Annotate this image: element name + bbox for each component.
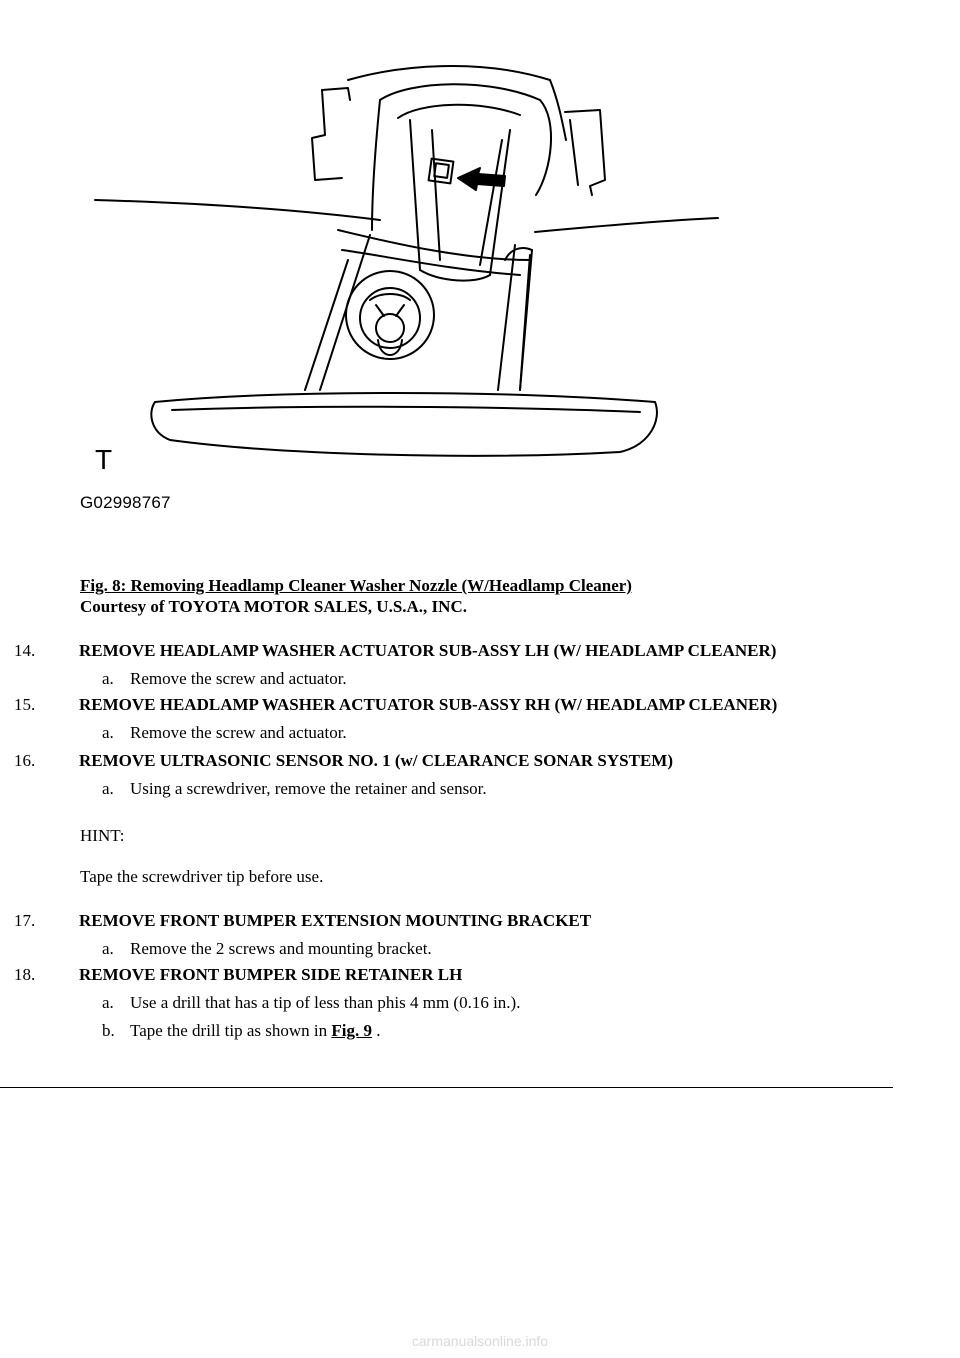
hint-label: HINT: bbox=[80, 826, 125, 845]
step-title: REMOVE HEADLAMP WASHER ACTUATOR SUB-ASSY RH (W/ HEADLAMP CLEANER) bbox=[79, 695, 778, 714]
sub-text-after: . bbox=[371, 1021, 381, 1040]
step-14-sub-a bbox=[102, 668, 347, 689]
figure-caption-title[interactable]: Fig. 8: Removing Headlamp Cleaner Washer Nozzle (W/Headlamp Cleaner) bbox=[80, 576, 632, 595]
figure-caption bbox=[80, 575, 632, 617]
sub-letter: a. bbox=[102, 669, 114, 688]
sub-letter: b. bbox=[102, 1021, 115, 1040]
step-number: 18. bbox=[14, 965, 36, 984]
sub-text: Use a drill that has a tip of less than phis 4 mm (0.16 in.). bbox=[130, 993, 521, 1012]
step-number: 16. bbox=[14, 751, 36, 770]
step-number: 15. bbox=[14, 695, 36, 714]
step-18-sub-b bbox=[102, 1020, 380, 1041]
horizontal-rule bbox=[0, 1087, 893, 1088]
step-title: REMOVE HEADLAMP WASHER ACTUATOR SUB-ASSY LH (W/ HEADLAMP CLEANER) bbox=[79, 641, 777, 660]
step-16-sub-a bbox=[102, 778, 487, 799]
step-title: REMOVE ULTRASONIC SENSOR NO. 1 (w/ CLEARANCE SONAR SYSTEM) bbox=[79, 751, 673, 770]
step-18-sub-a bbox=[102, 992, 520, 1013]
step-number: 14. bbox=[14, 641, 36, 660]
sub-text: Remove the 2 screws and mounting bracket. bbox=[130, 939, 432, 958]
watermark-footer: carmanualsonline.info bbox=[411, 1333, 549, 1349]
sub-text: Tape the drill tip as shown in bbox=[130, 1021, 328, 1040]
step-title: REMOVE FRONT BUMPER EXTENSION MOUNTING BRACKET bbox=[79, 911, 592, 930]
sub-text: Remove the screw and actuator. bbox=[130, 669, 347, 688]
fig-9-link[interactable]: Fig. 9 bbox=[331, 1021, 372, 1040]
sub-letter: a. bbox=[102, 939, 114, 958]
step-number: 17. bbox=[14, 911, 36, 930]
sub-text: Using a screwdriver, remove the retainer and sensor. bbox=[130, 779, 487, 798]
hint-text: Tape the screwdriver tip before use. bbox=[80, 867, 324, 886]
step-title: REMOVE FRONT BUMPER SIDE RETAINER LH bbox=[79, 965, 463, 984]
step-17-sub-a bbox=[102, 938, 432, 959]
step-15-sub-a bbox=[102, 722, 347, 743]
sub-text: Remove the screw and actuator. bbox=[130, 723, 347, 742]
figure-caption-credit: Courtesy of TOYOTA MOTOR SALES, U.S.A., INC. bbox=[80, 597, 467, 616]
figure-illustration bbox=[80, 60, 740, 520]
figure-code-id: G02998767 bbox=[80, 493, 171, 512]
sub-letter: a. bbox=[102, 993, 114, 1012]
sub-letter: a. bbox=[102, 723, 114, 742]
figure-code-letter: T bbox=[95, 444, 113, 475]
sub-letter: a. bbox=[102, 779, 114, 798]
